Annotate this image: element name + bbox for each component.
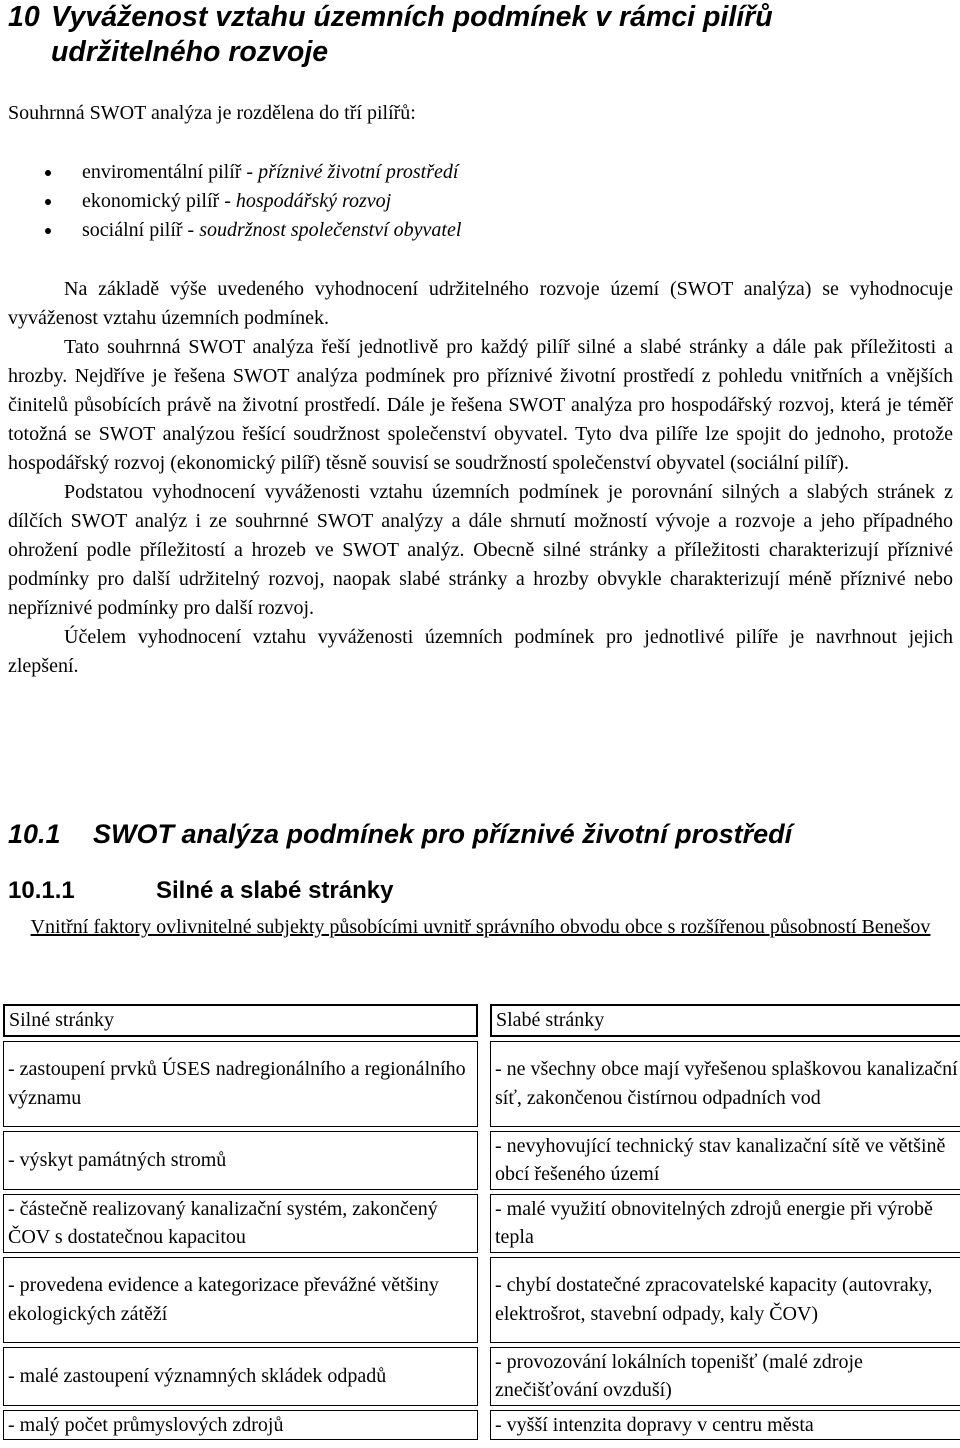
chapter-title-line2: udržitelného rozvoje xyxy=(51,36,329,68)
swot-table xyxy=(0,1000,960,1444)
strength-cell: - zastoupení prvků ÚSES nadregionálního a regionálního významu xyxy=(3,1041,478,1127)
chapter-title-line1: Vyváženost vztahu územních podmínek v rámci pilířů xyxy=(51,1,773,33)
weakness-cell: - vyšší intenzita dopravy v centru města xyxy=(490,1410,960,1441)
list-item xyxy=(0,216,461,245)
subsection-title: Silné a slabé stránky xyxy=(156,877,394,904)
pillar-desc: soudržnost společenství obyvatel xyxy=(199,219,462,241)
pillar-desc: příznivé životní prostředí xyxy=(258,161,459,183)
paragraph: Podstatou vyhodnocení vyváženosti vztahu územních podmínek je porovnání silných a slabých stránek z dílčích SWOT analýz i ze souhrnné SWOT analýzy a dále shrnutí možností vývoje a rozvoje a jeho případného ohrožení podle příležitostí a hrozeb ve SWOT analýz. Obecně silné stránky a příležitosti charakterizují příznivé podmínky pro další udržitelný rozvoj, naopak slabé stránky a hrozby obvykle charakterizují méně příznivé nebo nepříznivé podmínky pro další rozvoj. xyxy=(8,481,953,619)
paragraph: Na základě výše uvedeného vyhodnocení udržitelného rozvoje území (SWOT analýza) se vyhodnocuje vyváženost vztahu územních podmínek. xyxy=(8,278,953,329)
list-item xyxy=(0,187,461,216)
body-text xyxy=(8,275,953,681)
table-row xyxy=(3,1131,960,1190)
paragraph: Účelem vyhodnocení vztahu vyváženosti územních podmínek pro jednotlivé pilíře je navrhnout jejich zlepšení. xyxy=(8,626,953,677)
intro-text: Souhrnná SWOT analýza je rozdělena do tří pilířů: xyxy=(8,102,416,124)
section-number: 10.1 xyxy=(8,819,61,849)
weakness-cell: - nevyhovující technický stav kanalizační sítě ve většině obcí řešeného území xyxy=(490,1131,960,1190)
table-row xyxy=(3,1347,960,1406)
table-caption: Vnitřní faktory ovlivnitelné subjekty působícími uvnitř správního obvodu obce s rozšířenou působností Benešov xyxy=(30,916,931,938)
weakness-cell: - malé využití obnovitelných zdrojů energie při výrobě tepla xyxy=(490,1194,960,1253)
table-header-row xyxy=(3,1004,960,1037)
header-strengths: Silné stránky xyxy=(3,1004,478,1037)
table-row xyxy=(3,1194,960,1253)
strength-cell: - malý počet průmyslových zdrojů xyxy=(3,1410,478,1441)
strength-cell: - částečně realizovaný kanalizační systém, zakončený ČOV s dostatečnou kapacitou xyxy=(3,1194,478,1253)
table-row xyxy=(3,1257,960,1343)
weakness-cell: - ne všechny obce mají vyřešenou splaškovou kanalizační síť, zakončenou čistírnou odpadních vod xyxy=(490,1041,960,1127)
weakness-cell: - provozování lokálních topenišť (malé zdroje znečišťování ovzduší) xyxy=(490,1347,960,1406)
weakness-cell: - chybí dostatečné zpracovatelské kapacity (autovraky, elektrošrot, stavební odpady, kaly ČOV) xyxy=(490,1257,960,1343)
strength-cell: - výskyt památných stromů xyxy=(3,1131,478,1190)
header-weaknesses: Slabé stránky xyxy=(490,1004,960,1037)
subsection-heading xyxy=(8,874,393,908)
strength-cell: - malé zastoupení významných skládek odpadů xyxy=(3,1347,478,1406)
table-row xyxy=(3,1410,960,1441)
subsection-number: 10.1.1 xyxy=(8,877,75,904)
pillar-name: enviromentální pilíř - xyxy=(82,161,259,183)
table-row xyxy=(3,1041,960,1127)
pillar-desc: hospodářský rozvoj xyxy=(235,190,392,212)
chapter-number: 10 xyxy=(8,1,40,33)
pillar-name: sociální pilíř - xyxy=(82,219,200,241)
section-title: SWOT analýza podmínek pro příznivé životní prostředí xyxy=(93,819,793,849)
paragraph: Tato souhrnná SWOT analýza řeší jednotlivě pro každý pilíř silné a slabé stránky a dále pak příležitosti a hrozby. Nejdříve je řešena SWOT analýza podmínek pro příznivé životní prostředí z pohledu vnitřních a vnějších činitelů působících právě na životní prostředí. Dále je řešena SWOT analýza pro hospodářský rozvoj, která je téměř totožná se SWOT analýzou řešící soudržnost společenství obyvatel. Tyto dva pilíře lze spojit do jednoho, protože hospodářský rozvoj (ekonomický pilíř) těsně souvisí se soudržností společenství obyvatel (sociální pilíř). xyxy=(8,336,953,474)
list-item xyxy=(0,158,461,187)
chapter-heading xyxy=(8,0,953,70)
pillar-list xyxy=(0,158,461,245)
pillar-name: ekonomický pilíř - xyxy=(82,190,236,212)
strength-cell: - provedena evidence a kategorizace převážné většiny ekologických zátěží xyxy=(3,1257,478,1343)
section-heading xyxy=(8,816,792,852)
